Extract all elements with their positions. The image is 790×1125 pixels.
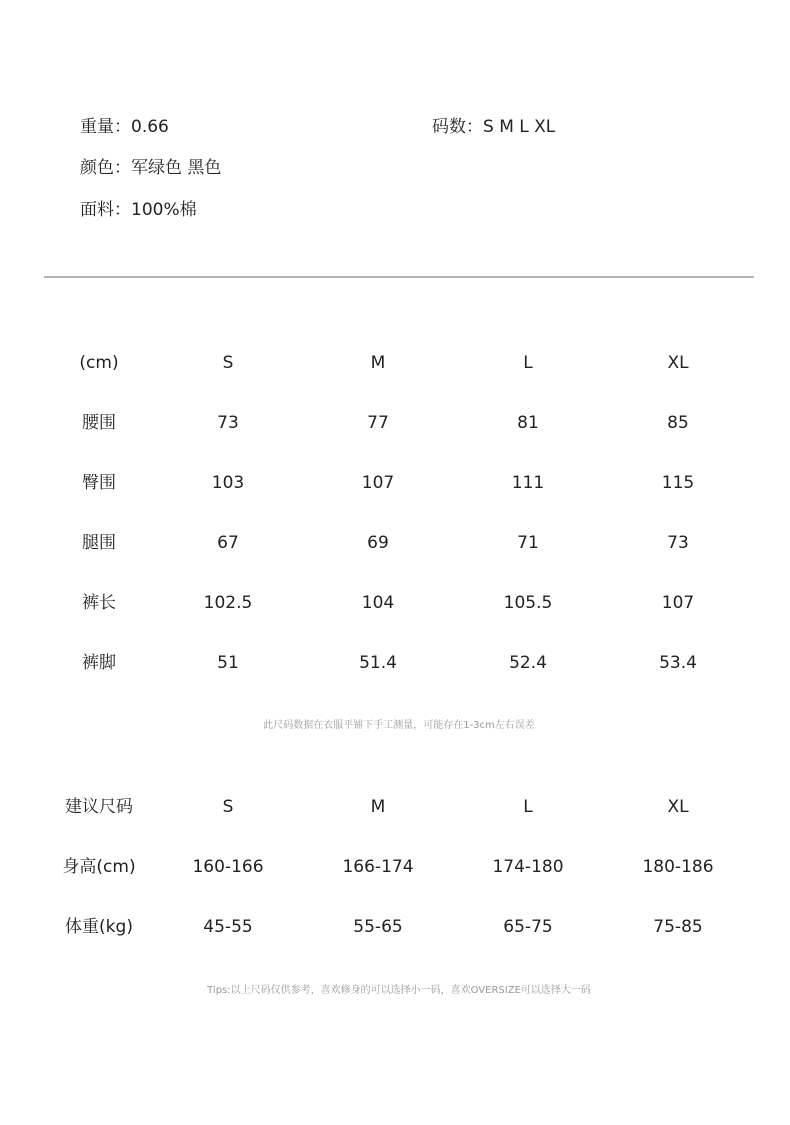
- table-cell: 105.5: [503, 593, 553, 613]
- row-label: 腿围: [82, 533, 116, 553]
- weight-info: 重量：0.66: [80, 117, 169, 137]
- table-cell: 51: [217, 653, 239, 673]
- recommend-row-weight: [0, 912, 790, 942]
- recommend-size-m-header: M: [370, 797, 386, 817]
- recommend-row-height: [0, 852, 790, 882]
- row-label: 腰围: [82, 413, 116, 433]
- measure-unit-header: (cm): [79, 353, 119, 373]
- table-cell: 52.4: [509, 653, 547, 673]
- measure-note: 此尺码数据在衣服平铺下手工测量，可能存在1-3cm左右误差: [263, 720, 535, 731]
- recommend-size-s-header: S: [222, 797, 234, 817]
- section-divider: [44, 276, 754, 278]
- table-cell: 71: [517, 533, 539, 553]
- table-cell: 67: [217, 533, 239, 553]
- recommend-size-xl-header: XL: [667, 797, 689, 817]
- material-info: 面料：100%棉: [80, 200, 197, 220]
- table-cell: 160-166: [192, 857, 264, 877]
- table-cell: 107: [661, 593, 695, 613]
- table-cell: 115: [661, 473, 695, 493]
- measure-row-hip: [0, 468, 790, 498]
- recommend-title-header: 建议尺码: [65, 797, 133, 817]
- table-cell: 111: [511, 473, 545, 493]
- measure-size-xl-header: XL: [667, 353, 689, 373]
- row-label: 臀围: [82, 473, 116, 493]
- measure-row-length: [0, 588, 790, 618]
- table-cell: 75-85: [653, 917, 703, 937]
- measure-size-l-header: L: [523, 353, 533, 373]
- row-label: 裤脚: [82, 653, 116, 673]
- recommend-tips: Tips:以上尺码仅供参考，喜欢修身的可以选择小一码，喜欢OVERSIZE可以选择大一码: [207, 985, 591, 996]
- color-info: 颜色：军绿色 黑色: [80, 158, 222, 178]
- table-cell: 103: [211, 473, 245, 493]
- table-cell: 77: [367, 413, 389, 433]
- measure-row-thigh: [0, 528, 790, 558]
- sizes-info: 码数：S M L XL: [432, 117, 556, 137]
- table-cell: 55-65: [353, 917, 403, 937]
- table-cell: 174-180: [492, 857, 564, 877]
- table-cell: 180-186: [642, 857, 714, 877]
- recommend-header-row: [0, 792, 790, 822]
- recommend-size-l-header: L: [523, 797, 533, 817]
- table-cell: 65-75: [503, 917, 553, 937]
- table-cell: 85: [667, 413, 689, 433]
- row-label: 裤长: [82, 593, 116, 613]
- measure-row-hem: [0, 648, 790, 678]
- table-cell: 53.4: [659, 653, 697, 673]
- measure-size-s-header: S: [222, 353, 234, 373]
- measure-header-row: [0, 348, 790, 378]
- row-label: 身高(cm): [62, 857, 136, 877]
- table-cell: 102.5: [203, 593, 253, 613]
- table-cell: 81: [517, 413, 539, 433]
- table-cell: 73: [217, 413, 239, 433]
- table-cell: 45-55: [203, 917, 253, 937]
- table-cell: 69: [367, 533, 389, 553]
- measure-row-waist: [0, 408, 790, 438]
- table-cell: 166-174: [342, 857, 414, 877]
- table-cell: 73: [667, 533, 689, 553]
- table-cell: 107: [361, 473, 395, 493]
- table-cell: 51.4: [359, 653, 397, 673]
- row-label: 体重(kg): [65, 917, 133, 937]
- measure-size-m-header: M: [370, 353, 386, 373]
- table-cell: 104: [361, 593, 395, 613]
